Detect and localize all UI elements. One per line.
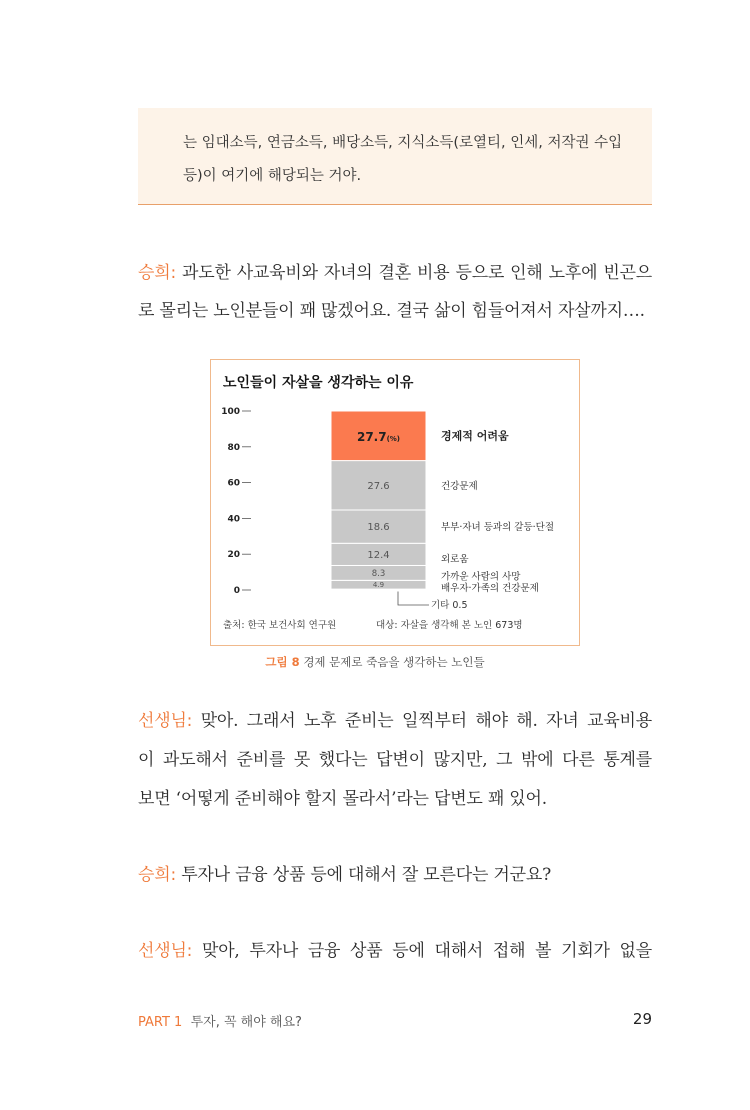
chart-target: 대상: 자살을 생각해 본 노인 673명 bbox=[376, 620, 523, 631]
category-label: 경제적 어려움 bbox=[441, 429, 509, 443]
stacked-bar-chart bbox=[211, 360, 581, 647]
bar-value-label: 27.6 bbox=[367, 480, 390, 492]
bar-value-label: 18.6 bbox=[367, 522, 390, 534]
bar-value-label: 27.7(%) bbox=[356, 429, 401, 444]
chart-title: 노인들이 자살을 생각하는 이유 bbox=[223, 375, 414, 391]
note-line: 등)이 여기에 해당되는 거야. bbox=[183, 168, 362, 184]
category-label: 배우자·가족의 건강문제 bbox=[441, 583, 539, 595]
y-tick-label: 60 bbox=[227, 478, 240, 489]
dialogue-line bbox=[138, 860, 551, 885]
y-tick-label: 100 bbox=[221, 407, 240, 417]
category-label: 기타 0.5 bbox=[431, 600, 468, 611]
category-label: 부부·자녀 등과의 갈등·단절 bbox=[441, 522, 555, 534]
note-box bbox=[138, 108, 652, 205]
y-tick-label: 0 bbox=[233, 586, 240, 596]
dialogue-line bbox=[138, 936, 652, 961]
dialogue-line bbox=[138, 258, 652, 283]
dialogue-text: 맞아, 투자나 금융 상품 등에 대해서 접해 볼 기회가 없을 bbox=[201, 941, 652, 961]
y-tick-label: 80 bbox=[227, 442, 240, 453]
speaker-label: 승희: bbox=[138, 865, 176, 885]
figure-caption bbox=[0, 654, 750, 670]
dialogue-text: 과도한 사교육비와 자녀의 결혼 비용 등으로 인해 노후에 빈곤으 bbox=[182, 263, 652, 283]
note-line: 는 임대소득, 연금소득, 배당소득, 지식소득(로열티, 인세, 저작권 수입 bbox=[183, 135, 623, 151]
chart-source: 출처: 한국 보건사회 연구원 bbox=[223, 620, 337, 631]
running-footer bbox=[138, 1011, 302, 1030]
dialogue-text: 투자나 금융 상품 등에 대해서 잘 모른다는 거군요? bbox=[181, 865, 551, 885]
dialogue-line: 보면 ‘어떻게 준비해야 할지 몰라서’라는 답변도 꽤 있어. bbox=[138, 789, 547, 809]
speaker-label: 선생님: bbox=[138, 941, 193, 961]
dialogue-line bbox=[138, 706, 652, 731]
bar-value-label: 8.3 bbox=[371, 568, 386, 579]
y-tick-label: 20 bbox=[227, 550, 240, 561]
bar-value-label: 4.9 bbox=[372, 581, 385, 590]
speaker-label: 승희: bbox=[138, 263, 176, 283]
category-label: 외로움 bbox=[441, 553, 469, 565]
figure-number: 그림 8 bbox=[265, 655, 300, 669]
leader-line bbox=[398, 592, 429, 605]
footer-title: 투자, 꼭 해야 해요? bbox=[190, 1015, 302, 1030]
speaker-label: 선생님: bbox=[138, 711, 193, 731]
page-number: 29 bbox=[632, 1010, 652, 1028]
footer-part: PART 1 bbox=[138, 1015, 183, 1030]
y-tick-label: 40 bbox=[227, 514, 240, 525]
chart-figure bbox=[210, 359, 580, 646]
dialogue-text: 맞아. 그래서 노후 준비는 일찍부터 해야 해. 자녀 교육비용 bbox=[200, 711, 652, 731]
bar-value-label: 12.4 bbox=[367, 549, 390, 561]
category-label: 가까운 사람의 사망 bbox=[441, 571, 521, 583]
dialogue-line: 로 몰리는 노인분들이 꽤 많겠어요. 결국 삶이 힘들어져서 자살까지…. bbox=[138, 301, 645, 321]
category-label: 건강문제 bbox=[441, 480, 478, 492]
figure-caption-text: 경제 문제로 죽음을 생각하는 노인들 bbox=[303, 655, 485, 669]
dialogue-line: 이 과도해서 준비를 못 했다는 답변이 많지만, 그 밖에 다른 통계를 bbox=[138, 750, 652, 770]
